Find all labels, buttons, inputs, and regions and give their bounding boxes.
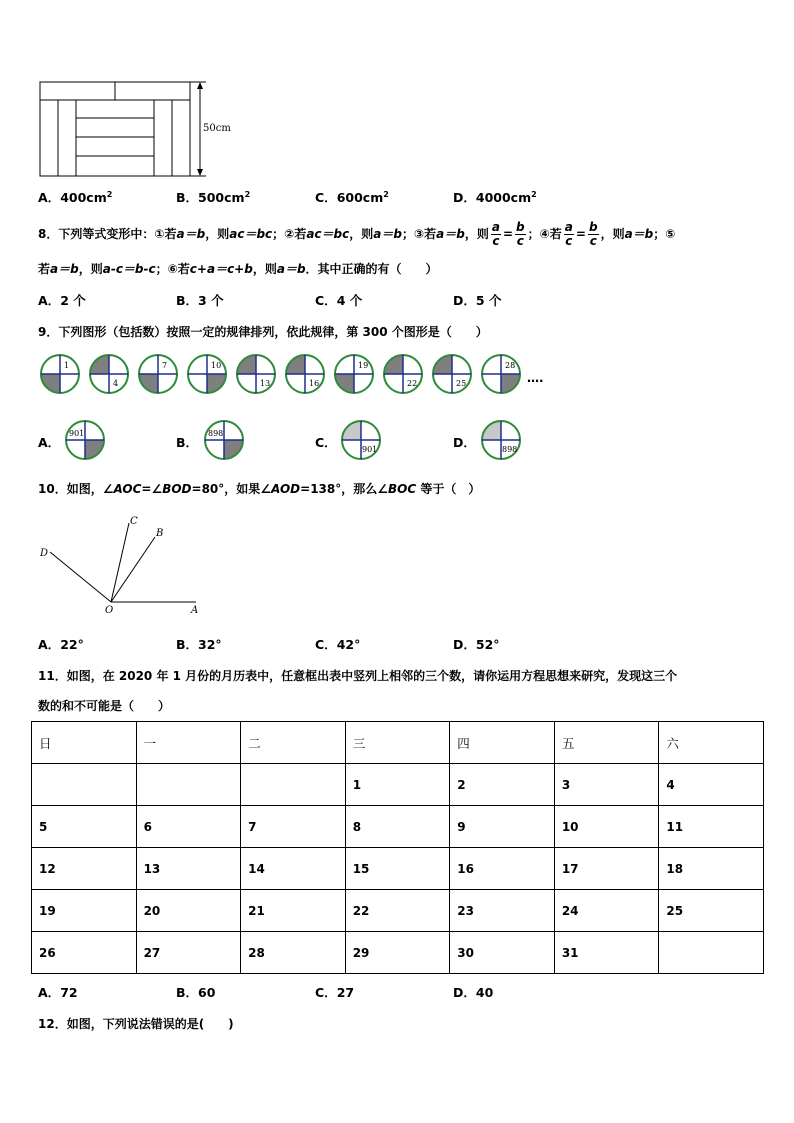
q9-sequence-number: 19 [358, 361, 369, 370]
q8-math: a＝b [50, 262, 79, 276]
q10-option-c-value: 42° [336, 637, 361, 652]
calendar-cell: 24 [554, 890, 659, 932]
calendar-row [32, 764, 764, 806]
q10-option-a-value: 22° [60, 637, 84, 652]
q8-text: ；③若 [401, 227, 437, 241]
q10-angle-figure [36, 510, 216, 618]
q9-option-d-figure[interactable] [479, 418, 525, 462]
calendar-header-row [32, 722, 764, 764]
q8-frac-den: c [565, 234, 573, 248]
q9-option-a-figure[interactable] [63, 418, 109, 462]
q8-option-c-label: C． [315, 293, 337, 308]
q9-option-b-label: B． [176, 435, 199, 450]
q8-text: ；④若 [527, 227, 562, 241]
q10-option-a[interactable] [38, 635, 84, 653]
calendar-cell: 9 [450, 806, 555, 848]
q10-option-a-label: A． [38, 637, 61, 652]
q11-option-a-label: A． [38, 985, 61, 1000]
calendar-cell: 27 [136, 932, 241, 974]
calendar-cell: 8 [345, 806, 450, 848]
q9-sequence-number: 28 [505, 361, 516, 370]
calendar-header-cell: 二 [241, 722, 346, 764]
q9-sequence-number: 13 [260, 379, 271, 388]
q8-text: ；②若 [272, 227, 307, 241]
q10-option-b-label: B． [176, 637, 199, 652]
q9-sequence-number: 10 [211, 361, 222, 370]
q8-math: c+a＝c+b [189, 262, 253, 276]
q7-option-c[interactable] [315, 188, 389, 206]
q8-text: ．其中正确的有（ ） [305, 262, 438, 276]
calendar-cell: 30 [450, 932, 555, 974]
q8-text: ，则 [600, 227, 625, 241]
q8-option-b-value: 3 个 [198, 293, 224, 308]
calendar-cell: 5 [32, 806, 137, 848]
q9-sequence-number: 4 [113, 379, 119, 388]
q9-option-b[interactable] [176, 433, 198, 451]
q8-math: a＝b [624, 227, 654, 241]
calendar-cell: 7 [241, 806, 346, 848]
q7-option-d-value: 4000cm [475, 190, 532, 205]
q8-text: 若 [38, 262, 51, 276]
q9-sequence-circle [384, 355, 422, 393]
q8-option-a-value: 2 个 [60, 293, 86, 308]
q7-option-c-sup: 2 [383, 189, 389, 199]
q8-text: ，则 [464, 227, 489, 241]
q9-option-a[interactable] [38, 433, 60, 451]
q8-fraction-a-over-c-2 [564, 221, 574, 248]
q9-option-c-label: C． [315, 435, 337, 450]
q9-option-d-label: D． [453, 435, 476, 450]
q9-sequence-circle [286, 355, 324, 393]
q10-text: = [141, 482, 152, 496]
q11-calendar-table [31, 721, 764, 974]
q10-text: 10．如图， [38, 482, 103, 496]
q8-option-d-label: D． [453, 293, 476, 308]
q7-option-a-value: 400cm [60, 190, 107, 205]
q10-option-c[interactable] [315, 635, 360, 653]
q9-sequence-circle [139, 355, 177, 393]
q11-stem-line1: 11．如图，在 2020 年 1 月份的月历表中，任意框出表中竖列上相邻的三个数，请你运用方程思想来研究，发现这三个 [38, 669, 678, 683]
q8-option-b-label: B． [176, 293, 199, 308]
calendar-header-cell: 一 [136, 722, 241, 764]
q7-option-b[interactable] [176, 188, 250, 206]
q8-text: ；⑥若 [155, 262, 190, 276]
q8-math: ac＝bc [229, 227, 273, 241]
q7-option-a[interactable] [38, 188, 112, 206]
q8-math: a＝b [276, 262, 306, 276]
q11-option-b-label: B． [176, 985, 199, 1000]
calendar-cell [136, 764, 241, 806]
q10-stem [38, 480, 480, 497]
q8-text: ，则 [349, 227, 374, 241]
q9-option-c-figure[interactable] [339, 418, 385, 462]
q10-option-b-value: 32° [198, 637, 222, 652]
q8-fraction-a-over-c [491, 221, 501, 248]
q9-sequence-number: 16 [309, 379, 320, 388]
q10-option-d[interactable] [453, 635, 500, 653]
calendar-cell: 13 [136, 848, 241, 890]
q7-option-b-value: 500cm [198, 190, 245, 205]
calendar-cell: 15 [345, 848, 450, 890]
q10-option-b[interactable] [176, 635, 222, 653]
q9-sequence-number: 25 [456, 379, 467, 388]
q11-option-a-value: 72 [60, 985, 78, 1000]
calendar-cell: 25 [659, 890, 764, 932]
q8-option-d[interactable] [453, 291, 501, 309]
q10-angle-boc: ∠BOC [377, 482, 417, 496]
q9-sequence-number: 7 [162, 361, 168, 370]
q9-option-b-number: 898 [208, 429, 224, 438]
calendar-cell [659, 932, 764, 974]
calendar-cell: 12 [32, 848, 137, 890]
calendar-cell: 31 [554, 932, 659, 974]
q10-text: 等于（ ） [416, 482, 481, 496]
q8-option-b[interactable] [176, 291, 224, 309]
q10-text: =138°，那么 [300, 482, 378, 496]
calendar-row [32, 932, 764, 974]
q7-option-c-value: 600cm [336, 190, 384, 205]
q9-option-d[interactable] [453, 433, 476, 451]
q8-frac-num: a [564, 220, 573, 234]
q9-sequence-number: 1 [64, 361, 70, 370]
q8-text: ，则 [252, 262, 277, 276]
q10-option-d-label: D． [453, 637, 476, 652]
q9-ellipsis: …. [527, 371, 544, 385]
q11-option-d-value: 40 [475, 985, 494, 1000]
q7-option-d-label: D． [453, 190, 476, 205]
q8-frac-den: c [516, 234, 524, 248]
calendar-row [32, 848, 764, 890]
calendar-cell: 1 [345, 764, 450, 806]
calendar-cell: 10 [554, 806, 659, 848]
q7-option-a-label: A． [38, 190, 61, 205]
q7-dimension-label: 50cm [203, 123, 231, 134]
calendar-cell: 20 [136, 890, 241, 932]
q10-point-b: B [156, 528, 164, 539]
q8-text: ；⑤ [653, 227, 676, 241]
q8-option-c-value: 4 个 [336, 293, 363, 308]
calendar-cell: 17 [554, 848, 659, 890]
q9-option-a-label: A． [38, 435, 61, 450]
q9-option-c-number: 901 [362, 445, 378, 454]
q9-sequence-circle [482, 355, 520, 393]
q8-stem-line2 [38, 260, 438, 277]
calendar-header-cell: 五 [554, 722, 659, 764]
q9-sequence-figure [38, 352, 548, 400]
q10-point-d: D [40, 548, 49, 559]
q8-math: a＝b [176, 227, 206, 241]
calendar-cell [241, 764, 346, 806]
q8-frac-den: c [492, 234, 500, 248]
calendar-cell: 4 [659, 764, 764, 806]
q11-option-c-value: 27 [336, 985, 355, 1000]
calendar-cell: 3 [554, 764, 659, 806]
calendar-row [32, 806, 764, 848]
q12-stem: 12．如图，下列说法错误的是( ) [38, 1017, 234, 1031]
calendar-cell: 16 [450, 848, 555, 890]
q11-stem-line2: 数的和不可能是（ ） [38, 699, 171, 713]
q7-option-b-sup: 2 [244, 189, 251, 199]
calendar-header-cell: 三 [345, 722, 450, 764]
calendar-cell [32, 764, 137, 806]
q11-option-d[interactable] [453, 983, 493, 1001]
q11-option-b[interactable] [176, 983, 215, 1001]
q8-stem-line1: 8．下列等式变形中：①若a＝b，则ac＝bc；②若ac＝bc，则a＝b；③若a＝b，则 $\frac{a}{c}$ = $\frac{b}{c}$ ；④若 $\frac{a}{c}$ = $\frac{b}{c}$ ，则a＝b；⑤ [38, 220, 676, 248]
calendar-cell: 23 [450, 890, 555, 932]
q11-option-c[interactable] [315, 983, 354, 1001]
calendar-cell: 18 [659, 848, 764, 890]
calendar-cell: 2 [450, 764, 555, 806]
q8-fraction-b-over-c [515, 221, 526, 248]
calendar-cell: 21 [241, 890, 346, 932]
calendar-row [32, 890, 764, 932]
calendar-cell: 29 [345, 932, 450, 974]
q8-option-c[interactable] [315, 291, 362, 309]
q8-text: ，则 [78, 262, 103, 276]
q8-option-a-label: A． [38, 293, 61, 308]
q11-option-d-label: D． [453, 985, 476, 1000]
calendar-cell: 11 [659, 806, 764, 848]
q9-sequence-circle [188, 355, 226, 393]
q9-sequence-circle [433, 355, 471, 393]
calendar-cell: 19 [32, 890, 137, 932]
q11-option-c-label: C． [315, 985, 337, 1000]
calendar-header-cell: 六 [659, 722, 764, 764]
q10-angle-aod: ∠AOD [260, 482, 301, 496]
q8-text: 8．下列等式变形中：①若 [38, 227, 177, 241]
q8-frac-num: b [588, 220, 598, 234]
q7-option-c-label: C． [315, 190, 337, 205]
q10-angle-aoc: ∠AOC [102, 482, 142, 496]
q10-option-d-value: 52° [475, 637, 500, 652]
q9-sequence-circle [90, 355, 128, 393]
q10-point-a: A [191, 605, 199, 616]
q11-option-b-value: 60 [198, 985, 216, 1000]
q9-option-d-number: 898 [502, 445, 518, 454]
q10-text: =80°，如果 [191, 482, 261, 496]
q10-point-o: O [105, 605, 114, 616]
q9-option-a-number: 901 [69, 429, 85, 438]
q8-text: ，则 [205, 227, 230, 241]
calendar-header-cell: 四 [450, 722, 555, 764]
q10-point-c: C [130, 516, 138, 527]
q8-frac-den: c [589, 234, 597, 248]
calendar-header-cell: 日 [32, 722, 137, 764]
q8-math: a＝b [436, 227, 465, 241]
q9-option-b-figure[interactable] [202, 418, 248, 462]
q8-math: a＝b [373, 227, 402, 241]
q11-option-a[interactable] [38, 983, 78, 1001]
q9-stem: 9．下列图形（包括数）按照一定的规律排列，依此规律，第 300 个图形是（ ） [38, 325, 488, 339]
calendar-cell: 6 [136, 806, 241, 848]
q8-fraction-b-over-c-2 [588, 221, 599, 248]
q8-math: a-c＝b-c [102, 262, 156, 276]
q8-option-a[interactable] [38, 291, 86, 309]
q9-sequence-circle [335, 355, 373, 393]
q10-option-c-label: C． [315, 637, 337, 652]
q7-option-d-sup: 2 [531, 189, 537, 199]
q8-option-d-value: 5 个 [475, 293, 502, 308]
q8-frac-num: a [491, 220, 500, 234]
calendar-cell: 26 [32, 932, 137, 974]
q7-option-d[interactable] [453, 188, 537, 206]
q7-option-b-label: B． [176, 190, 199, 205]
q10-angle-bod: ∠BOD [151, 482, 192, 496]
q9-sequence-circle [41, 355, 79, 393]
calendar-cell: 14 [241, 848, 346, 890]
q8-frac-num: b [516, 220, 525, 234]
q7-option-a-sup: 2 [106, 189, 113, 199]
calendar-cell: 28 [241, 932, 346, 974]
calendar-cell: 22 [345, 890, 450, 932]
q9-sequence-circle [237, 355, 275, 393]
q8-math: ac＝bc [306, 227, 350, 241]
q9-sequence-number: 22 [407, 379, 418, 388]
q9-option-c[interactable] [315, 433, 337, 451]
